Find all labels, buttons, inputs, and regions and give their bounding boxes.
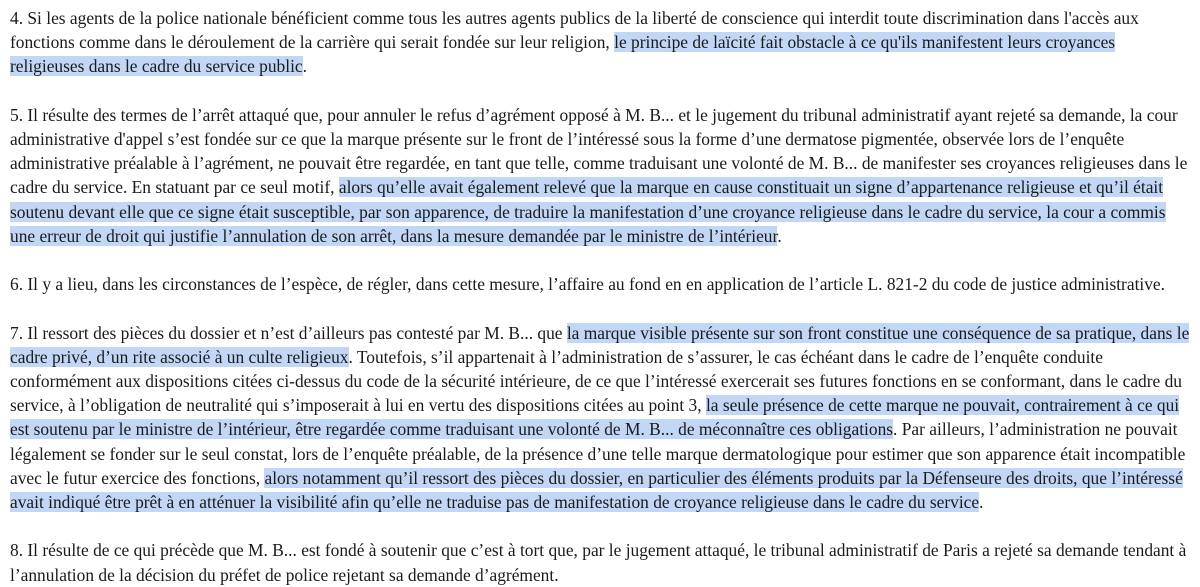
paragraph-text: 4. Si les agents de la police nationale bénéficient comme tous les autres agents publics de la liberté de conscience qui interdit toute discrimination dans l'accès aux fonctions comme dans le déroulement de la carrière qui serait fondée sur leur religion, — [10, 8, 1139, 53]
paragraph-text: 7. Il ressort des pièces du dossier et n’est d’ailleurs pas contesté par M. B... que — [10, 322, 567, 343]
paragraph-5 — [10, 103, 1190, 248]
highlighted-passage: alors notamment qu’il ressort des pièces du dossier, en particulier des éléments produits par la Défenseure des droits, que l’intéressé avait indiqué être prêt à en atténuer la visibilité afin qu’elle ne traduise pas de manifestation de croyance religieuse dans le cadre du service — [10, 467, 1183, 513]
paragraph-text: . — [302, 56, 307, 77]
highlighted-passage: alors qu’elle avait également relevé que la marque en cause constituait un signe d’appartenance religieuse et qu’il était soutenu devant elle que ce signe était susceptible, par son apparence, de traduire la manifestation d’une croyance religieuse dans le cadre du service, la cour a commis une erreur de droit qui justifie l’annulation de son arrêt, dans la mesure demandée par le ministre de l’intérieur — [10, 177, 1166, 246]
paragraph-text: . — [979, 492, 984, 513]
paragraph-text: . Toutefois, s’il appartenait à l’administration de s’assurer, le cas échéant dans le cadre de l’enquête conduite conformément aux dispositions citées ci-dessus du code de la sécurité intérieure, de ce que l’intéressé exercerait ses futures fonctions en se conformant, dans le cadre du service, à l’obligation de neutralité qui s’imposerait à lui en vertu des dispositions citées au point 3, — [10, 346, 1182, 416]
paragraph-text: 8. Il résulte de ce qui précède que M. B... est fondé à soutenir que c’est à tort que, par le jugement attaqué, le tribunal administratif de Paris a rejeté sa demande tendant à l’annulation de la décision du préfet de police rejetant sa demande d’agrément. — [10, 540, 1187, 585]
paragraph-7 — [10, 321, 1190, 515]
paragraph-4 — [10, 6, 1190, 79]
highlighted-passage: le principe de laïcité fait obstacle à ce qu'ils manifestent leurs croyances religieuses dans le cadre du service public — [10, 32, 1116, 77]
paragraph-text: . — [777, 225, 782, 246]
paragraph-text: 5. Il résulte des termes de l’arrêt attaqué que, pour annuler le refus d’agrément opposé à M. B... et le jugement du tribunal administratif ayant rejeté sa demande, la cour administrative d'appel s’est fondée sur ce que la marque présente sur le front de l’intéressé sous la forme d’une dermatose pigmentée, observée lors de l’enquête administrative préalable à l’agrément, ne pouvait être regardée, en tant que telle, comme traduisant une volonté de M. B... de manifester ses croyances religieuses dans le cadre du service. En statuant par ce seul motif, — [10, 104, 1188, 198]
highlighted-passage: la seule présence de cette marque ne pouvait, contrairement à ce qui est soutenu par le ministre de l’intérieur, être regardée comme traduisant une volonté de M. B... de méconnaître ces obligations — [10, 395, 1180, 440]
paragraph-6 — [10, 272, 1190, 296]
paragraph-text: . Par ailleurs, l’administration ne pouvait légalement se fonder sur le seul constat, lors de l’enquête préalable, de la présence d’une telle marque dermatologique pour estimer que son apparence était incompatible avec le futur exercice des fonctions, — [10, 419, 1186, 488]
highlighted-passage: la marque visible présente sur son front constitue une conséquence de sa pratique, dans le cadre privé, d’un rite associé à un culte religieux — [10, 322, 1190, 367]
paragraph-text: 6. Il y a lieu, dans les circonstances de l’espèce, de régler, dans cette mesure, l’affaire au fond en en application de l’article L. 821-2 du code de justice administrative. — [10, 274, 1165, 295]
paragraph-8 — [10, 538, 1190, 586]
